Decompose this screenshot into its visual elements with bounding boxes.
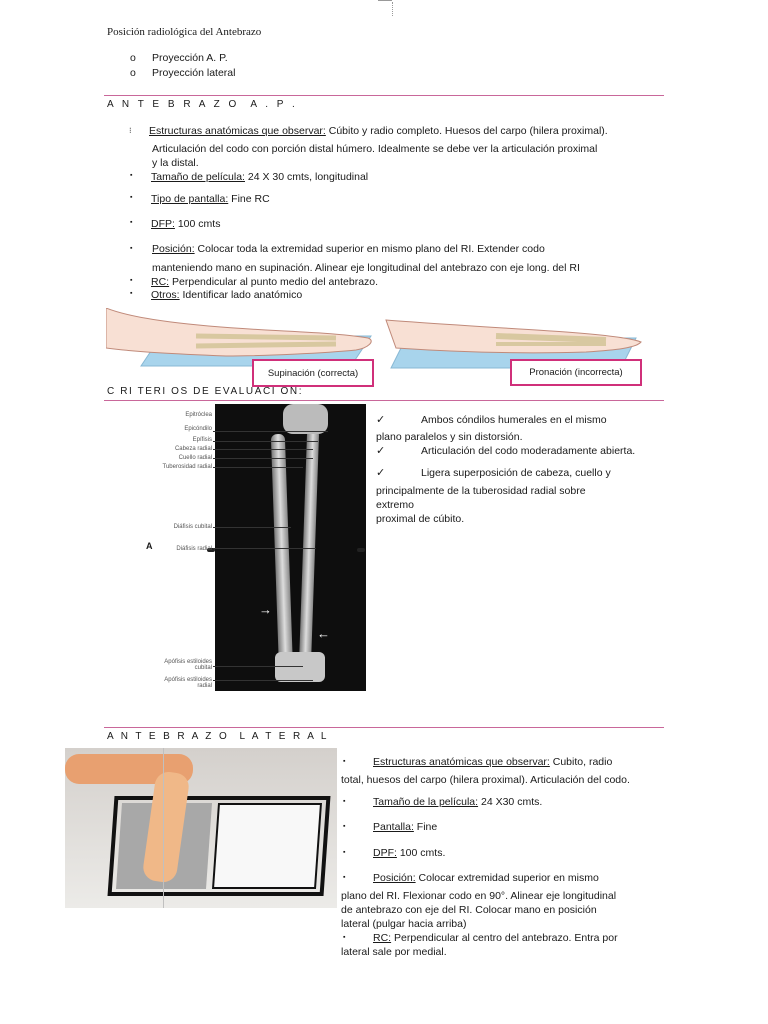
page-marker-dots (392, 2, 393, 16)
criterio-2-line1: Articulación del codo moderadamente abierta. (421, 445, 636, 457)
bullet-marker: ▪ (343, 798, 346, 805)
bullet-marker: ▪ (130, 290, 133, 297)
ap-rc (151, 276, 378, 288)
ap-dfp-label: DFP: (151, 218, 175, 230)
ap-pantalla (151, 193, 270, 205)
ap-rc-label: RC: (151, 276, 170, 288)
leader-line (213, 431, 328, 432)
bullet-marker: ⁝ (129, 126, 132, 135)
leader-line (213, 680, 313, 681)
lat-rc-text: Perpendicular al centro del antebrazo. Entra por (391, 932, 618, 944)
ap-dfp-text: 100 cmts (174, 218, 221, 230)
criterio-3-line2: principalmente de la tuberosidad radial sobre (376, 485, 586, 497)
ap-estructuras-label: Estructuras anatómicas que observar: (149, 125, 326, 137)
bullet-marker: ▪ (343, 823, 346, 830)
ap-tamano-label: Tamaño de película: (151, 171, 245, 183)
divider (104, 727, 664, 728)
lat-rc-label: RC: (373, 932, 392, 944)
lat-posicion (373, 872, 599, 884)
xray-letter: A (146, 541, 153, 551)
criterio-1-line1: Ambos cóndilos humerales en el mismo (421, 414, 607, 426)
bullet-marker: ▪ (130, 277, 133, 284)
ap-estructuras-text: Cúbito y radio completo. Huesos del carpo (hilera proximal). (325, 125, 608, 137)
lat-dpf-text: 100 cmts. (396, 847, 446, 859)
film-right (212, 803, 322, 889)
bullet-marker: ▪ (130, 194, 133, 201)
bullet-marker: ▪ (343, 758, 346, 765)
leader-line (213, 449, 313, 450)
lat-tamano-text: 24 X30 cmts. (478, 796, 543, 808)
section-heading-criterios: C RI TERI OS DE EVALUACI ON: (107, 386, 304, 397)
bullet-marker: ▪ (343, 934, 346, 941)
ap-otros-label: Otros: (151, 289, 180, 301)
ap-tamano (151, 171, 368, 183)
lat-dpf (373, 847, 445, 859)
arrow-icon: → (259, 602, 272, 617)
check-icon: ✓ (376, 445, 386, 457)
bullet-marker: ▪ (130, 172, 133, 179)
xray-humerus (283, 404, 328, 434)
lat-dpf-label: DPF: (373, 847, 397, 859)
divider (104, 95, 664, 96)
beam-line (163, 748, 164, 908)
leader-line (213, 467, 303, 468)
criterio-3-line1: Ligera superposición de cabeza, cuello y (421, 467, 611, 479)
leader-line (213, 441, 318, 442)
xray-label: Epitróclea (185, 412, 212, 418)
lat-estructuras-text: Cubito, radio (549, 756, 613, 768)
xray-label: Apófisis estiloides radial (164, 677, 212, 689)
xray-label: Cabeza radial (174, 446, 212, 452)
xray-radius (271, 434, 293, 674)
ap-pantalla-text: Fine RC (228, 193, 270, 205)
page-title: Posición radiológica del Antebrazo (107, 26, 262, 38)
lat-pantalla-label: Pantalla: (373, 821, 414, 833)
xray-label: Tuberosidad radial (162, 464, 212, 470)
bullet-marker: ▪ (343, 849, 346, 856)
ap-estructuras-cont2: y la distal. (152, 157, 199, 169)
toc-bullet: o (130, 52, 136, 64)
ap-posicion-text: Colocar toda la extremidad superior en mismo plano del RI. Extender codo (194, 243, 545, 255)
divider (104, 400, 664, 401)
lat-estructuras-cont: total, huesos del carpo (hilera proximal). Articulación del codo. (341, 774, 630, 786)
xray-label: Apófisis estiloides cubital (164, 659, 212, 671)
lat-rc-cont: lateral sale por medial. (341, 946, 447, 958)
lat-posicion-cont1: plano del RI. Flexionar codo en 90°. Alinear eje longitudinal (341, 890, 617, 902)
ap-estructuras (149, 125, 608, 137)
ap-posicion-label: Posición: (152, 243, 195, 255)
leader-line (213, 666, 303, 667)
xray-label: Epicóndilo (184, 426, 212, 432)
ap-pantalla-label: Tipo de pantalla: (151, 193, 229, 205)
section-heading-ap: A N T E B R A Z O A . P . (107, 99, 298, 110)
ap-otros (151, 289, 302, 301)
lat-tamano-label: Tamaño de la película: (373, 796, 479, 808)
xray-label: Diáfisis radial (176, 546, 212, 552)
lat-posicion-label: Posición: (373, 872, 416, 884)
ap-estructuras-cont1: Articulación del codo con porción distal húmero. Idealmente se debe ver la articulación proximal (152, 143, 598, 155)
criterio-1-line2: plano paralelos y sin distorsión. (376, 431, 523, 443)
lat-pantalla (373, 821, 437, 833)
lat-posicion-text: Colocar extremidad superior en mismo (415, 872, 599, 884)
bullet-marker: ▪ (130, 219, 133, 226)
criterio-3-line3: extremo (376, 499, 414, 511)
lat-pantalla-text: Fine (413, 821, 438, 833)
ap-tamano-text: 24 X 30 cmts, longitudinal (244, 171, 369, 183)
ap-otros-text: Identificar lado anatómico (179, 289, 303, 301)
arrow-icon: ← (317, 626, 330, 641)
check-icon: ✓ (376, 414, 386, 426)
lat-rc (373, 932, 618, 944)
lat-estructuras-label: Estructuras anatómicas que observar: (373, 756, 550, 768)
lat-tamano (373, 796, 542, 808)
leader-line (213, 548, 316, 549)
bullet-marker: ▪ (130, 245, 133, 252)
ap-rc-text: Perpendicular al punto medio del antebrazo. (169, 276, 379, 288)
xray-edge-mark (357, 548, 365, 552)
xray-label: Diáfisis cubital (173, 524, 212, 530)
toc-bullet: o (130, 67, 136, 79)
lat-posicion-cont2: de antebrazo con eje del RI. Colocar mano en posición (341, 904, 597, 916)
ap-posicion (152, 243, 545, 255)
toc-item-lateral[interactable]: Proyección lateral (152, 67, 236, 79)
toc-item-ap[interactable]: Proyección A. P. (152, 52, 228, 64)
arm-supination (106, 308, 371, 356)
leader-line (213, 527, 291, 528)
lateral-photo (65, 748, 337, 908)
pronacion-label: Pronación (incorrecta) (510, 359, 642, 386)
leader-line (213, 458, 313, 459)
xray-carpals (275, 652, 325, 682)
ap-posicion-cont: manteniendo mano en supinación. Alinear eje longitudinal del antebrazo con eje long. del RI (152, 262, 580, 274)
criterio-3-line4: proximal de cúbito. (376, 513, 465, 525)
page-marker (378, 0, 392, 1)
ap-dfp (151, 218, 220, 230)
section-heading-lateral: A N T E B R A Z O L A T E R A L (107, 731, 329, 742)
bullet-marker: ▪ (343, 874, 346, 881)
check-icon: ✓ (376, 467, 386, 479)
xray-label: Epífisis (192, 437, 212, 443)
lat-estructuras (373, 756, 612, 768)
xray-label: Cuello radial (178, 455, 212, 461)
lat-posicion-cont3: lateral (pulgar hacia arriba) (341, 918, 467, 930)
supinacion-label: Supinación (correcta) (252, 359, 374, 387)
